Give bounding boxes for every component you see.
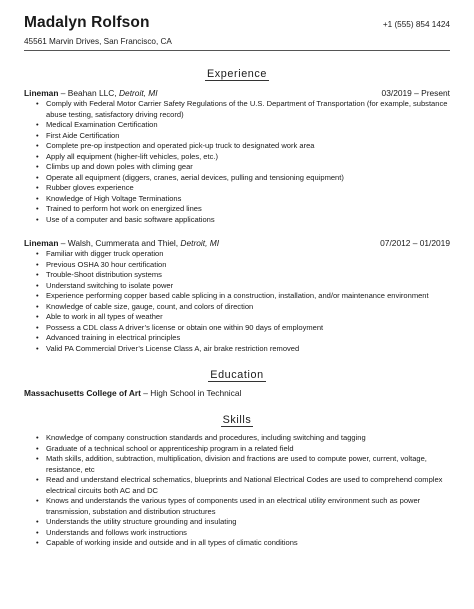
- list-item: • Read and understand electrical schematics, blueprints and National Electrical Codes are used to comprehend complex electrical circuits both AC and DC: [36, 475, 450, 496]
- job-duties-list: [24, 249, 450, 354]
- list-item: • Comply with Federal Motor Carrier Safety Regulations of the U.S. Department of Transportation (for example, substance abuse testing, satisfactory driving record): [36, 99, 450, 120]
- job-title-line: Lineman – Walsh, Cummerata and Thiel, Detroit, MI: [24, 238, 220, 248]
- list-item: • Trouble-Shoot distribution systems: [36, 270, 450, 281]
- list-item: • Understand switching to isolate power: [36, 281, 450, 292]
- list-item: • Use of a computer and basic software applications: [36, 215, 450, 226]
- skills-list: [24, 433, 450, 549]
- resume-header: [24, 14, 450, 36]
- list-item: • First Aide Certification: [36, 131, 450, 142]
- list-item: • Knowledge of cable size, gauge, count, and colors of direction: [36, 302, 450, 313]
- school-name: Massachusetts College of Art: [24, 388, 141, 398]
- company-name: Walsh, Cummerata and Thiel: [67, 238, 176, 248]
- job-dates: 07/2012 – 01/2019: [380, 238, 450, 248]
- list-item: • Able to work in all types of weather: [36, 312, 450, 323]
- address: 45561 Marvin Drives, San Francisco, CA: [24, 37, 172, 46]
- list-item: • Trained to perform hot work on energized lines: [36, 204, 450, 215]
- list-item: • Knowledge of company construction standards and procedures, including switching and tagging: [36, 433, 450, 444]
- skills-heading-text: Skills: [222, 414, 252, 426]
- job-location: Detroit, MI: [118, 88, 158, 98]
- list-item: • Graduate of a technical school or apprenticeship program in a related field: [36, 444, 450, 455]
- experience-heading: [24, 65, 450, 83]
- list-item: • Complete pre-op instpection and operated pick-up truck to designated work area: [36, 141, 450, 152]
- list-item: • Understands the utility structure grounding and insulating: [36, 517, 450, 528]
- list-item: • Apply all equipment (higher-lift vehicles, poles, etc.): [36, 152, 450, 163]
- education-separator: –: [140, 388, 151, 398]
- experience-heading-text: Experience: [206, 68, 268, 80]
- list-item: • Math skills, addition, subtraction, multiplication, division and fractions are used to compute power, current, voltage, resistance, etc: [36, 454, 450, 475]
- list-item: • Advanced training in electrical principles: [36, 333, 450, 344]
- job-duties-list: [24, 99, 450, 225]
- education-heading-text: Education: [210, 369, 264, 381]
- list-item: • Knows and understands the various types of components used in an electrical utility environment such as power transmission, substation and distribution structures: [36, 496, 450, 517]
- education-entry: [24, 387, 450, 399]
- list-item: • Operate all equipment (diggers, cranes, aerial devices, pulling and tensioning equipment): [36, 173, 450, 184]
- list-item: • Possess a CDL class A driver’s license or obtain one within 90 days of employment: [36, 323, 450, 334]
- list-item: • Climbs up and down poles with climing gear: [36, 162, 450, 173]
- list-item: • Experience performing copper based cable splicing in a construction, installation, and/or maintenance environment: [36, 291, 450, 302]
- list-item: • Capable of working inside and outside and in all types of climatic conditions: [36, 538, 450, 549]
- company-name: Beahan LLC: [67, 88, 115, 98]
- job-separator: –: [58, 238, 68, 248]
- list-item: • Previous OSHA 30 hour certification: [36, 260, 450, 271]
- job-header: [24, 87, 450, 99]
- job-header: [24, 237, 450, 249]
- job-location: Detroit, MI: [180, 238, 220, 248]
- job-title-line: Lineman – Beahan LLC, Detroit, MI: [24, 88, 158, 98]
- list-item: • Understands and follows work instructions: [36, 528, 450, 539]
- phone-number: +1 (555) 854 1424: [382, 20, 450, 29]
- job-separator: –: [58, 88, 68, 98]
- list-item: • Medical Examination Certification: [36, 120, 450, 131]
- education-heading: [24, 366, 450, 384]
- candidate-name: Madalyn Rolfson: [24, 14, 150, 31]
- job-title: Lineman: [24, 238, 59, 248]
- skills-heading: [24, 411, 450, 429]
- list-item: • Familiar with digger truck operation: [36, 249, 450, 260]
- list-item: • Knowledge of High Voltage Terminations: [36, 194, 450, 205]
- job-dates: 03/2019 – Present: [381, 88, 450, 98]
- list-item: • Valid PA Commercial Driver’s License Class A, air brake restriction removed: [36, 344, 450, 355]
- degree: High School in Technical: [150, 388, 242, 398]
- list-item: • Rubber gloves experience: [36, 183, 450, 194]
- job-title: Lineman: [24, 88, 59, 98]
